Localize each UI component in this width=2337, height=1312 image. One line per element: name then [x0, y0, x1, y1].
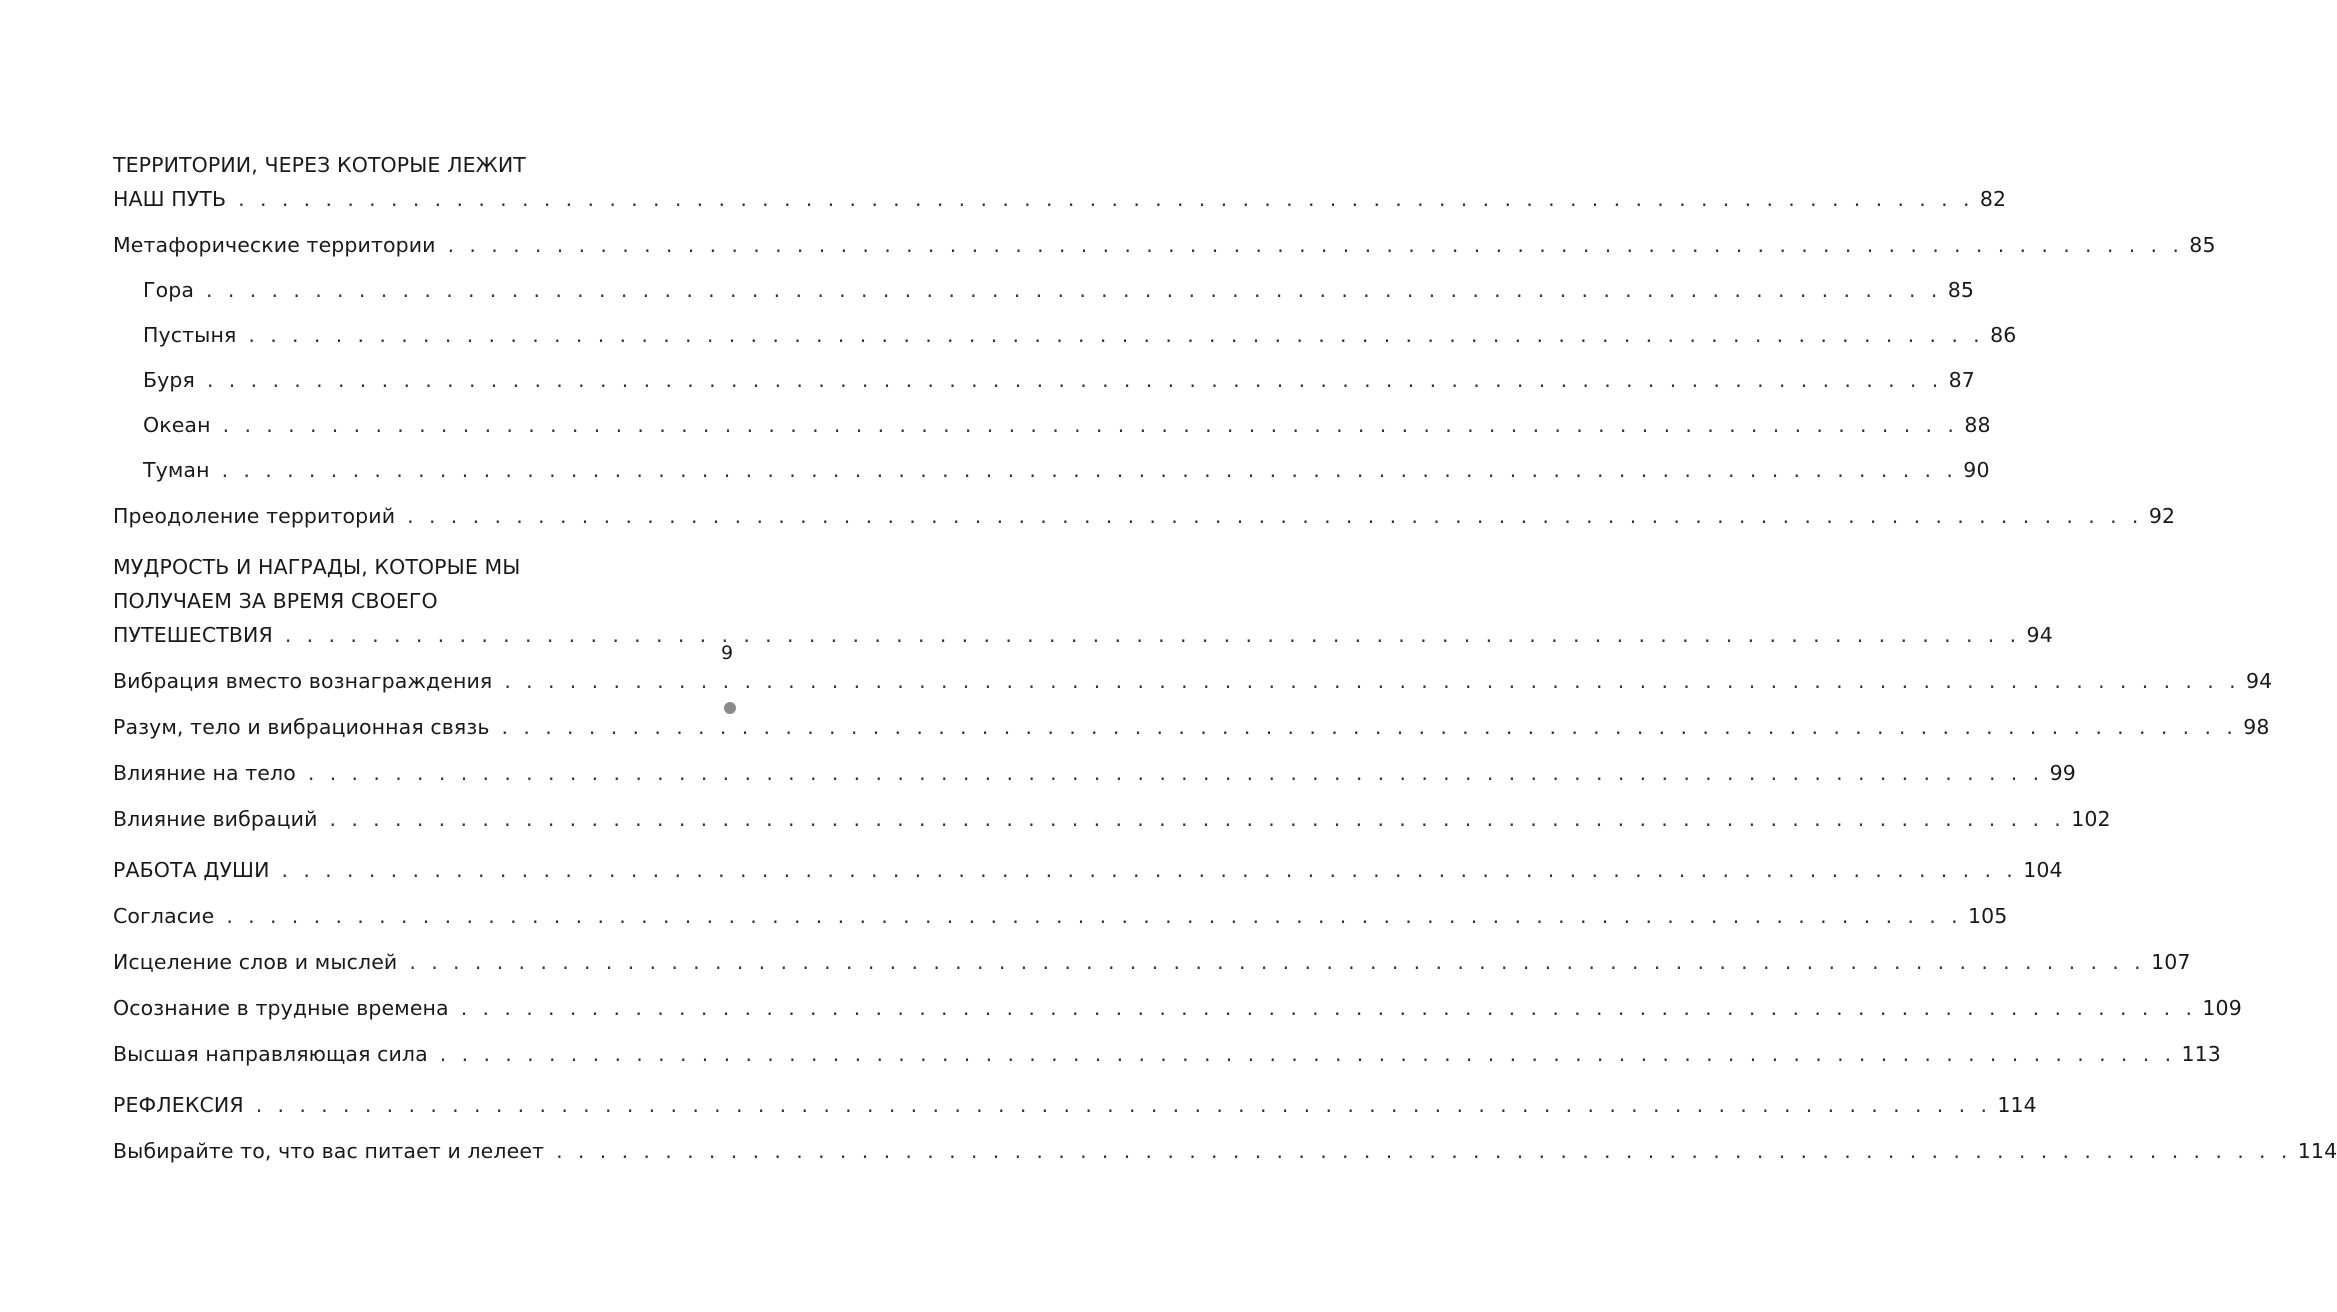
toc-title: Гора: [143, 278, 195, 302]
toc-line: [113, 710, 2270, 744]
dot-leader: . . . . . . . . . . . . . . . . . . . . . . . . . . . . . . . . . . . . . . . . . . . . . . . . . . . . . . . . . . . . . . . . . . . . . . . . . . . . . . . .: [255, 1093, 1992, 1117]
toc-title: Высшая направляющая сила: [113, 1042, 428, 1066]
toc-page-number: 104: [2023, 858, 2063, 882]
dot-leader: . . . . . . . . . . . . . . . . . . . . . . . . . . . . . . . . . . . . . . . . . . . . . . . . . . . . . . . . . . . . . . . . . . . . . . . . . . . . . . . .: [556, 1139, 2292, 1163]
toc-line: [113, 991, 2242, 1025]
toc-page-number: 113: [2181, 1042, 2221, 1066]
toc-page-number: 85: [1947, 278, 1975, 302]
toc-title: Разум, тело и вибрационная связь: [113, 715, 490, 739]
toc-page-number: 86: [1990, 323, 2017, 347]
toc-section-heading-line: ТЕРРИТОРИИ, ЧЕРЕЗ КОТОРЫЕ ЛЕЖИТ: [113, 153, 526, 177]
page-number: 9: [721, 642, 734, 664]
dot-leader: . . . . . . . . . . . . . . . . . . . . . . . . . . . . . . . . . . . . . . . . . . . . . . . . . . . . . . . . . . . . . . . . . . . . . . . . . . . . . . . .: [501, 715, 2238, 739]
toc-title: ПУТЕШЕСТВИЯ: [113, 623, 273, 647]
toc-title: НАШ ПУТЬ: [113, 187, 227, 211]
toc-line: [113, 182, 2007, 216]
toc-line: [113, 1037, 2221, 1071]
toc-item: [113, 408, 1991, 442]
toc-section-heading-line: ПОЛУЧАЕМ ЗА ВРЕМЯ СВОЕГО: [113, 589, 438, 613]
toc-page-number: 85: [2189, 233, 2216, 257]
toc-section-heading-line: МУДРОСТЬ И НАГРАДЫ, КОТОРЫЕ МЫ: [113, 555, 521, 579]
toc-line: [143, 453, 1990, 487]
toc-item: [113, 363, 1975, 397]
toc-title: Преодоление территорий: [113, 504, 396, 528]
toc-page-number: 107: [2151, 950, 2191, 974]
dot-leader: . . . . . . . . . . . . . . . . . . . . . . . . . . . . . . . . . . . . . . . . . . . . . . . . . . . . . . . . . . . . . . . . . . . . . . . . . . . . . . . .: [460, 996, 2197, 1020]
dot-leader: . . . . . . . . . . . . . . . . . . . . . . . . . . . . . . . . . . . . . . . . . . . . . . . . . . . . . . . . . . . . . . . . . . . . . . . . . . . . . . . .: [447, 233, 2184, 257]
toc-line: [113, 618, 2053, 652]
toc-line: [113, 945, 2191, 979]
dot-leader: . . . . . . . . . . . . . . . . . . . . . . . . . . . . . . . . . . . . . . . . . . . . . . . . . . . . . . . . . . . . . . . . . . . . . . . . . . . . . . . .: [504, 669, 2241, 693]
toc-item: [113, 991, 2242, 1025]
dot-leader: . . . . . . . . . . . . . . . . . . . . . . . . . . . . . . . . . . . . . . . . . . . . . . . . . . . . . . . . . . . . . . . . . . . . . . . . . . . . . . . .: [206, 368, 1943, 392]
dot-leader: . . . . . . . . . . . . . . . . . . . . . . . . . . . . . . . . . . . . . . . . . . . . . . . . . . . . . . . . . . . . . . . . . . . . . . . . . . . . . . . .: [409, 950, 2146, 974]
toc-page-number: 114: [1997, 1093, 2037, 1117]
dot-leader: . . . . . . . . . . . . . . . . . . . . . . . . . . . . . . . . . . . . . . . . . . . . . . . . . . . . . . . . . . . . . . . . . . . . . . . . . . . . . . . .: [329, 807, 2066, 831]
dot-leader: . . . . . . . . . . . . . . . . . . . . . . . . . . . . . . . . . . . . . . . . . . . . . . . . . . . . . . . . . . . . . . . . . . . . . . . . . . . . . . . .: [307, 761, 2044, 785]
toc-section: [113, 550, 2053, 652]
toc-item: [113, 756, 2076, 790]
toc-page-number: 105: [1968, 904, 2008, 928]
toc-page-number: 99: [2049, 761, 2076, 785]
toc-title: РЕФЛЕКСИЯ: [113, 1093, 244, 1117]
toc-item: [113, 499, 2176, 533]
toc-line: [113, 228, 2216, 262]
dot-leader: . . . . . . . . . . . . . . . . . . . . . . . . . . . . . . . . . . . . . . . . . . . . . . . . . . . . . . . . . . . . . . . . . . . . . . . . . . . . . . . .: [238, 187, 1974, 211]
table-of-contents: [113, 148, 2337, 1168]
dot-leader: . . . . . . . . . . . . . . . . . . . . . . . . . . . . . . . . . . . . . . . . . . . . . . . . . . . . . . . . . . . . . . . . . . . . . . . . . . . . . . . .: [221, 458, 1958, 482]
toc-line: [143, 408, 1991, 442]
toc-title: Выбирайте то, что вас питает и лелеет: [113, 1139, 545, 1163]
toc-line: [113, 756, 2076, 790]
toc-title: Туман: [143, 458, 210, 482]
toc-page-number: 102: [2071, 807, 2111, 831]
toc-line: [113, 664, 2273, 698]
dot-leader: . . . . . . . . . . . . . . . . . . . . . . . . . . . . . . . . . . . . . . . . . . . . . . . . . . . . . . . . . . . . . . . . . . . . . . . . . . . . . . . .: [284, 623, 2021, 647]
toc-title: Буря: [143, 368, 195, 392]
toc-title: Влияние вибраций: [113, 807, 318, 831]
toc-title: Океан: [143, 413, 211, 437]
toc-line: [113, 853, 2063, 887]
toc-page-number: 98: [2243, 715, 2270, 739]
toc-line: [143, 363, 1975, 397]
toc-title: Согласие: [113, 904, 215, 928]
toc-line: [113, 1088, 2037, 1122]
toc-item: [113, 228, 2216, 262]
toc-item: [113, 945, 2191, 979]
toc-item: [113, 273, 1975, 307]
dot-leader: . . . . . . . . . . . . . . . . . . . . . . . . . . . . . . . . . . . . . . . . . . . . . . . . . . . . . . . . . . . . . . . . . . . . . . . . . . . . . . . .: [206, 278, 1942, 302]
toc-title: Пустыня: [143, 323, 237, 347]
toc-item: [113, 899, 2008, 933]
toc-page-number: 114: [2297, 1139, 2337, 1163]
toc-title: Вибрация вместо вознаграждения: [113, 669, 493, 693]
toc-page-number: 109: [2202, 996, 2242, 1020]
toc-item: [113, 1134, 2337, 1168]
toc-item: [113, 664, 2273, 698]
toc-title: РАБОТА ДУШИ: [113, 858, 270, 882]
toc-item: [113, 1037, 2221, 1071]
toc-line: [113, 1134, 2337, 1168]
toc-page-number: 92: [2148, 504, 2176, 528]
toc-item: [113, 318, 2017, 352]
dot-leader: . . . . . . . . . . . . . . . . . . . . . . . . . . . . . . . . . . . . . . . . . . . . . . . . . . . . . . . . . . . . . . . . . . . . . . . . . . . . . . . .: [222, 413, 1959, 437]
toc-line: [113, 802, 2111, 836]
toc-item: [113, 802, 2111, 836]
toc-title: Влияние на тело: [113, 761, 296, 785]
toc-page-number: 94: [2246, 669, 2273, 693]
dot-leader: . . . . . . . . . . . . . . . . . . . . . . . . . . . . . . . . . . . . . . . . . . . . . . . . . . . . . . . . . . . . . . . . . . . . . . . . . . . . . . . .: [281, 858, 2018, 882]
dot-leader: . . . . . . . . . . . . . . . . . . . . . . . . . . . . . . . . . . . . . . . . . . . . . . . . . . . . . . . . . . . . . . . . . . . . . . . . . . . . . . . .: [248, 323, 1985, 347]
toc-section: [113, 853, 2063, 887]
toc-line: [143, 273, 1975, 307]
toc-title: Исцеление слов и мыслей: [113, 950, 398, 974]
toc-line: [113, 499, 2176, 533]
toc-title: Метафорические территории: [113, 233, 436, 257]
toc-title: Осознание в трудные времена: [113, 996, 449, 1020]
toc-item: [113, 453, 1990, 487]
dot-leader: . . . . . . . . . . . . . . . . . . . . . . . . . . . . . . . . . . . . . . . . . . . . . . . . . . . . . . . . . . . . . . . . . . . . . . . . . . . . . . . .: [439, 1042, 2176, 1066]
toc-line: [113, 899, 2008, 933]
dot-leader: . . . . . . . . . . . . . . . . . . . . . . . . . . . . . . . . . . . . . . . . . . . . . . . . . . . . . . . . . . . . . . . . . . . . . . . . . . . . . . . .: [407, 504, 2143, 528]
toc-page-number: 90: [1963, 458, 1990, 482]
toc-item: [113, 710, 2270, 744]
toc-page-number: 87: [1948, 368, 1975, 392]
toc-page-number: 82: [1979, 187, 2007, 211]
toc-section: [113, 148, 2007, 216]
toc-line: [143, 318, 2017, 352]
toc-page-number: 88: [1964, 413, 1991, 437]
dot-leader: . . . . . . . . . . . . . . . . . . . . . . . . . . . . . . . . . . . . . . . . . . . . . . . . . . . . . . . . . . . . . . . . . . . . . . . . . . . . . . . .: [226, 904, 1963, 928]
toc-section: [113, 1088, 2037, 1122]
bullet-dot-icon: [724, 702, 736, 714]
toc-page-number: 94: [2026, 623, 2053, 647]
